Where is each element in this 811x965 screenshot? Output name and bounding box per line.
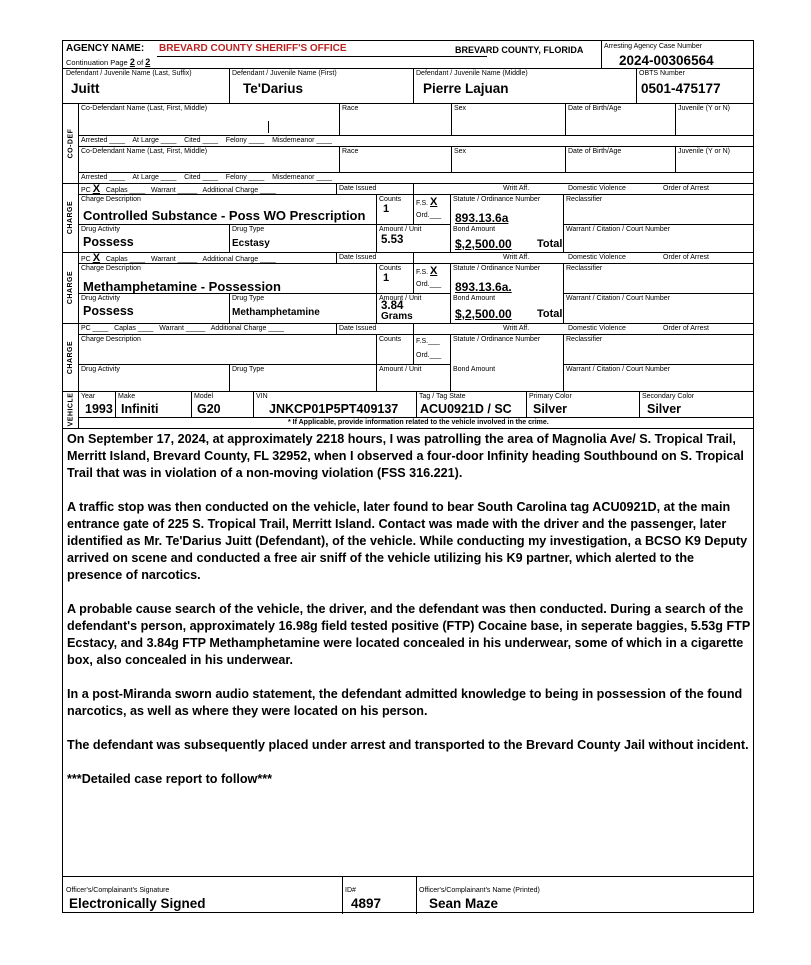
charge3-drug-type-label: Drug Type bbox=[232, 366, 265, 373]
charge2-total-label: Total bbox=[537, 308, 563, 320]
charge1-counts-label: Counts bbox=[379, 196, 402, 203]
charge3-side-label: CHARGE bbox=[67, 340, 75, 374]
charge2-drug-activity: Possess bbox=[83, 304, 134, 318]
obts-label: OBTS Number bbox=[639, 70, 685, 77]
charge2-ord: Ord.___ bbox=[416, 281, 442, 288]
vehicle-tag-label: Tag / Tag State bbox=[419, 393, 466, 400]
vehicle-secondary-color: Silver bbox=[647, 402, 682, 416]
charge2-desc-label: Charge Description bbox=[81, 265, 141, 272]
charge1-amount: 5.53 bbox=[381, 234, 404, 246]
officer-signature: Electronically Signed bbox=[69, 896, 206, 911]
charge2-drug-type: Methamphetamine bbox=[232, 307, 320, 318]
charge2-drug-type-label: Drug Type bbox=[232, 295, 265, 302]
charge2-amount: 3.84 bbox=[381, 300, 404, 312]
charge2-counts-label: Counts bbox=[379, 265, 402, 272]
charge3-order-label: Order of Arrest bbox=[663, 325, 709, 332]
charge3-desc-label: Charge Description bbox=[81, 336, 141, 343]
def-first-name: Te'Darius bbox=[243, 81, 303, 96]
signature-label: Officer's/Complainant's Signature bbox=[66, 887, 170, 894]
codef1-name-label: Co-Defendant Name (Last, First, Middle) bbox=[81, 105, 208, 112]
codef1-status-line: Arrested ____ At Large ____ Cited ____ Felony ____ Misdemeanor ____ bbox=[81, 137, 333, 144]
codef2-status-line: Arrested ____ At Large ____ Cited ____ Felony ____ Misdemeanor ____ bbox=[81, 174, 333, 181]
codef2-race-label: Race bbox=[342, 148, 359, 155]
charge3-reclass-label: Reclassifier bbox=[566, 336, 603, 343]
def-last-name: Juitt bbox=[71, 81, 100, 96]
officer-name-label: Officer's/Complainant's Name (Printed) bbox=[419, 887, 540, 894]
charge2-drug-activity-label: Drug Activity bbox=[81, 295, 120, 302]
vehicle-tag: ACU0921D / SC bbox=[420, 402, 512, 416]
charge3-counts-label: Counts bbox=[379, 336, 402, 343]
charge2-date-issued-label: Date Issued bbox=[339, 254, 377, 261]
charge2-statute-label: Statute / Ordinance Number bbox=[453, 265, 541, 272]
charge2-fs: F.S. X bbox=[416, 265, 438, 277]
charge2-dv-label: Domestic Violence bbox=[568, 254, 626, 261]
narrative-paragraph-3: A probable cause search of the vehicle, the driver, and the defendant was then conducted. During a search of the defendant's person, approximately 16.98g field tested positive (FTP) Cocaine base, in seperate baggies, 5.53g FTP Ecstacy, and 3.84g FTP Methamphetamine were located concealed in his underwear, some of which in a cigarette box, also concealed in his underwear. bbox=[67, 602, 751, 667]
charge3-statute-label: Statute / Ordinance Number bbox=[453, 336, 541, 343]
charge1-status-line: PC X Caplas ____ Warrant _____ Additional Charge ____ bbox=[81, 183, 276, 195]
vehicle-make: Infiniti bbox=[121, 402, 159, 416]
charge1-writ-label: Writt Aff. bbox=[503, 185, 530, 192]
charge2-status-line: PC X Caplas ____ Warrant _____ Additional Charge ____ bbox=[81, 252, 276, 264]
charge1-side-label: CHARGE bbox=[67, 200, 75, 235]
vehicle-primary-label: Primary Color bbox=[529, 393, 572, 400]
of-label: of bbox=[136, 58, 144, 67]
charge2-bond: $,2,500.00 bbox=[455, 307, 512, 321]
charge3-date-issued-label: Date Issued bbox=[339, 325, 377, 332]
vehicle-side-label: VEHICLE bbox=[67, 392, 75, 427]
codef1-race-label: Race bbox=[342, 105, 359, 112]
charge2-writ-label: Writt Aff. bbox=[503, 254, 530, 261]
codef-side-label: CO-DEF bbox=[67, 128, 75, 158]
charge2-reclass-label: Reclassifier bbox=[566, 265, 603, 272]
charge1-ord: Ord.___ bbox=[416, 212, 442, 219]
narrative-paragraph-5: The defendant was subsequently placed under arrest and transported to the Brevard County Jail without incident. bbox=[67, 738, 749, 752]
charge1-description: Controlled Substance - Poss WO Prescription bbox=[83, 208, 366, 223]
charge1-order-label: Order of Arrest bbox=[663, 185, 709, 192]
charge2-order-label: Order of Arrest bbox=[663, 254, 709, 261]
charge1-amount-label: Amount / Unit bbox=[379, 226, 422, 233]
charge3-ord: Ord.___ bbox=[416, 352, 442, 359]
narrative-paragraph-6: ***Detailed case report to follow*** bbox=[67, 772, 273, 786]
codef2-name-label: Co-Defendant Name (Last, First, Middle) bbox=[81, 148, 208, 155]
vehicle-primary-color: Silver bbox=[533, 402, 568, 416]
vehicle-model: G20 bbox=[197, 402, 221, 416]
charge3-fs: F.S.___ bbox=[416, 338, 440, 345]
vehicle-make-label: Make bbox=[118, 393, 136, 400]
charge1-date-issued-label: Date Issued bbox=[339, 185, 377, 192]
charge1-dv-label: Domestic Violence bbox=[568, 185, 626, 192]
charge1-drug-type: Ecstasy bbox=[232, 238, 270, 249]
charge1-reclass-label: Reclassifier bbox=[566, 196, 603, 203]
charge2-unit: Grams bbox=[381, 311, 413, 322]
case-number: 2024-00306564 bbox=[619, 53, 714, 68]
charge2-side-label: CHARGE bbox=[67, 270, 75, 305]
charge2-statute: 893.13.6a. bbox=[455, 280, 512, 294]
vehicle-year-label: Year bbox=[81, 393, 96, 400]
charge2-description: Methamphetamine - Possession bbox=[83, 279, 281, 294]
charge1-drug-type-label: Drug Type bbox=[232, 226, 265, 233]
agency-label: AGENCY NAME: bbox=[66, 43, 145, 54]
continuation-label: Continuation Page bbox=[66, 58, 128, 67]
charge1-counts: 1 bbox=[383, 203, 390, 215]
charge1-bond-label: Bond Amount bbox=[453, 226, 496, 233]
charge2-warrant-num-label: Warrant / Citation / Court Number bbox=[566, 295, 670, 302]
charge1-pc-mark: X bbox=[92, 183, 101, 195]
narrative-paragraph-1: On September 17, 2024, at approximately 2218 hours, I was patrolling the area of Magnolia Ave/ S. Tropical Trail, Merritt Island, Brevard County, FL 32952, when I observed a four-door Infinity heading Southbound on S. Tropical Trail that was in violation of a non-moving violation (FSS 316.221). bbox=[67, 432, 744, 480]
officer-id: 4897 bbox=[351, 896, 382, 911]
codef1-juvenile-label: Juvenile (Y or N) bbox=[678, 105, 731, 112]
vehicle-vin-label: VIN bbox=[256, 393, 268, 400]
charge1-desc-label: Charge Description bbox=[81, 196, 141, 203]
vehicle-year: 1993 bbox=[85, 402, 113, 416]
charge3-status-line: PC ____ Caplas ____ Warrant _____ Additional Charge ____ bbox=[81, 325, 284, 332]
codef2-dob-label: Date of Birth/Age bbox=[568, 148, 622, 155]
total-pages: 2 bbox=[145, 57, 151, 67]
charge1-bond: $,2,500.00 bbox=[455, 237, 512, 251]
obts-number: 0501-475177 bbox=[641, 81, 721, 96]
charge3-bond-label: Bond Amount bbox=[453, 366, 496, 373]
charge1-statute-label: Statute / Ordinance Number bbox=[453, 196, 541, 203]
charge3-amount-label: Amount / Unit bbox=[379, 366, 422, 373]
agency-name: BREVARD COUNTY SHERIFF'S OFFICE bbox=[159, 43, 347, 54]
def-middle-name: Pierre Lajuan bbox=[423, 81, 509, 96]
case-number-label: Arresting Agency Case Number bbox=[604, 43, 703, 50]
codef2-sex-label: Sex bbox=[454, 148, 467, 155]
narrative-paragraph-2: A traffic stop was then conducted on the vehicle, later found to bear South Carolina tag ACU0921D, at the main entrance gate of 225 S. Tropical Trail, Merritt Island. Contact was made with the driver and the passenger, later identified as Mr. Te'Darius Juitt (Defendant), of the vehicle. While conducting my investigation, a BCSO K9 Deputy arrived on scene and conducted a free air sniff of the vehicle utilizing his K9 partner, which alerted to the presence of narcotics. bbox=[67, 500, 748, 582]
vehicle-note: * If Applicable, provide information related to the vehicle involved in the crime. bbox=[288, 419, 549, 426]
charge1-total-label: Total bbox=[537, 238, 563, 250]
charge2-counts: 1 bbox=[383, 272, 390, 284]
county-state: BREVARD COUNTY, FLORIDA bbox=[455, 45, 584, 55]
charge2-amount-label: Amount / Unit bbox=[379, 295, 422, 302]
charge2-pc-mark: X bbox=[92, 252, 101, 264]
charge1-statute: 893.13.6a bbox=[455, 211, 509, 225]
narrative bbox=[67, 431, 751, 788]
charge2-bond-label: Bond Amount bbox=[453, 295, 496, 302]
codef1-dob-label: Date of Birth/Age bbox=[568, 105, 622, 112]
narrative-paragraph-4: In a post-Miranda sworn audio statement, the defendant admitted knowledge to being in possession of the found narcotics, as well as where they were located on his person. bbox=[67, 687, 743, 718]
charge1-fs: F.S. X bbox=[416, 196, 438, 208]
charge1-warrant-num-label: Warrant / Citation / Court Number bbox=[566, 226, 670, 233]
charge1-drug-activity: Possess bbox=[83, 235, 134, 249]
officer-name: Sean Maze bbox=[429, 896, 499, 911]
vehicle-model-label: Model bbox=[194, 393, 214, 400]
charge1-drug-activity-label: Drug Activity bbox=[81, 226, 120, 233]
charge3-dv-label: Domestic Violence bbox=[568, 325, 626, 332]
charge3-warrant-num-label: Warrant / Citation / Court Number bbox=[566, 366, 670, 373]
charge3-writ-label: Writt Aff. bbox=[503, 325, 530, 332]
officer-id-label: ID# bbox=[345, 887, 356, 894]
def-middle-label: Defendant / Juvenile Name (Middle) bbox=[416, 70, 528, 77]
arrest-form bbox=[62, 40, 754, 913]
continuation-page: 2 bbox=[129, 57, 135, 67]
vehicle-secondary-label: Secondary Color bbox=[642, 393, 695, 400]
def-last-label: Defendant / Juvenile Name (Last, Suffix) bbox=[66, 70, 192, 77]
def-first-label: Defendant / Juvenile Name (First) bbox=[232, 70, 337, 77]
charge3-drug-activity-label: Drug Activity bbox=[81, 366, 120, 373]
codef1-sex-label: Sex bbox=[454, 105, 467, 112]
vehicle-vin: JNKCP01P5PT409137 bbox=[269, 402, 399, 416]
codef2-juvenile-label: Juvenile (Y or N) bbox=[678, 148, 731, 155]
